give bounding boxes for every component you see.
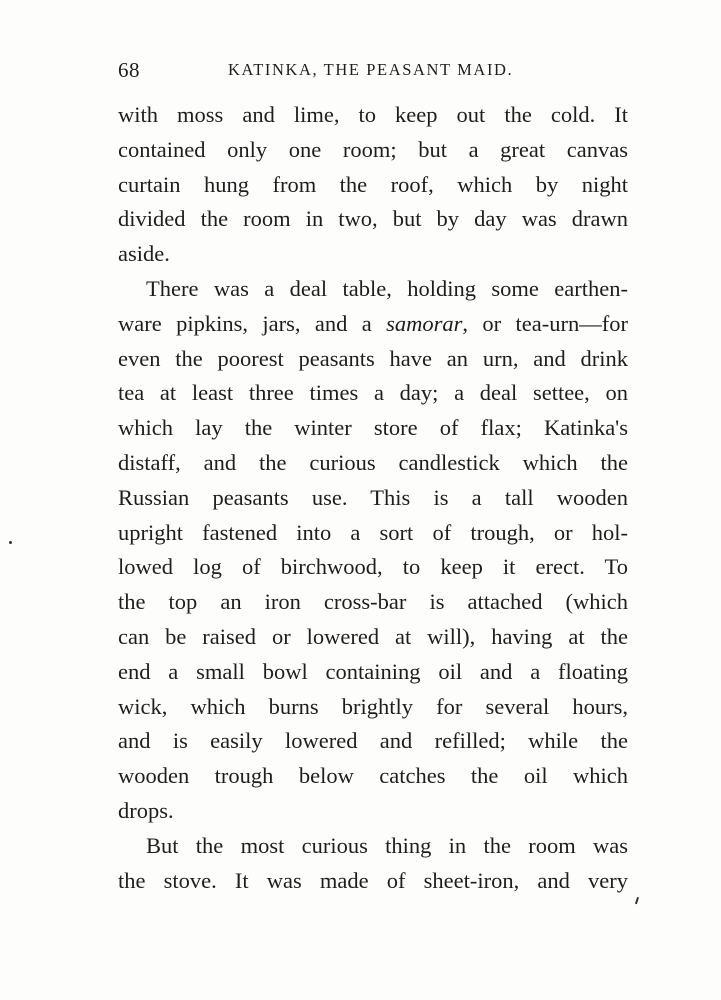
text-line: But the most curious thing in the room was (146, 832, 628, 858)
page-number: 68 (118, 58, 140, 82)
text-line: tea at least three times a day; a deal settee, on (118, 380, 628, 406)
text-line: wick, which burns brightly for several hours, (118, 693, 628, 719)
scan-speck (635, 897, 639, 904)
body-text (118, 98, 628, 898)
text-line: which lay the winter store of flax; Katinka's (118, 415, 628, 441)
text-line: curtain hung from the roof, which by night (118, 171, 628, 197)
text-line: distaff, and the curious candlestick which the (118, 449, 628, 475)
running-title: KATINKA, THE PEASANT MAID. (228, 60, 514, 79)
italic-word: samorar (386, 310, 463, 336)
text-line: wooden trough below catches the oil which (118, 763, 628, 789)
text-line: aside. (118, 241, 170, 267)
text-line: with moss and lime, to keep out the cold. It (118, 102, 628, 127)
text-line: upright fastened into a sort of trough, or hol- (118, 519, 628, 545)
line-text: ware pipkins, jars, and a (118, 310, 387, 336)
text-line: end a small bowl containing oil and a floating (118, 658, 628, 684)
text-line: the top an iron cross-bar is attached (which (118, 589, 628, 615)
text-line: the stove. It was made of sheet-iron, and very (118, 867, 628, 893)
text-line: lowed log of birchwood, to keep it erect. To (118, 554, 628, 580)
text-line: contained only one room; but a great canvas (118, 136, 628, 162)
running-header (118, 58, 628, 88)
text-line: divided the room in two, but by day was drawn (118, 206, 628, 232)
line-text: , or tea-urn—for (462, 310, 628, 336)
text-line: Russian peasants use. This is a tall wooden (118, 484, 628, 510)
text-line: can be raised or lowered at will), having at the (118, 623, 628, 649)
text-line: There was a deal table, holding some earthen- (146, 275, 628, 301)
scan-speck (9, 541, 12, 544)
text-line: even the poorest peasants have an urn, and drink (118, 345, 628, 371)
text-line-with-italic (118, 307, 628, 342)
text-line: and is easily lowered and refilled; while the (118, 728, 628, 754)
text-line: drops. (118, 797, 174, 823)
